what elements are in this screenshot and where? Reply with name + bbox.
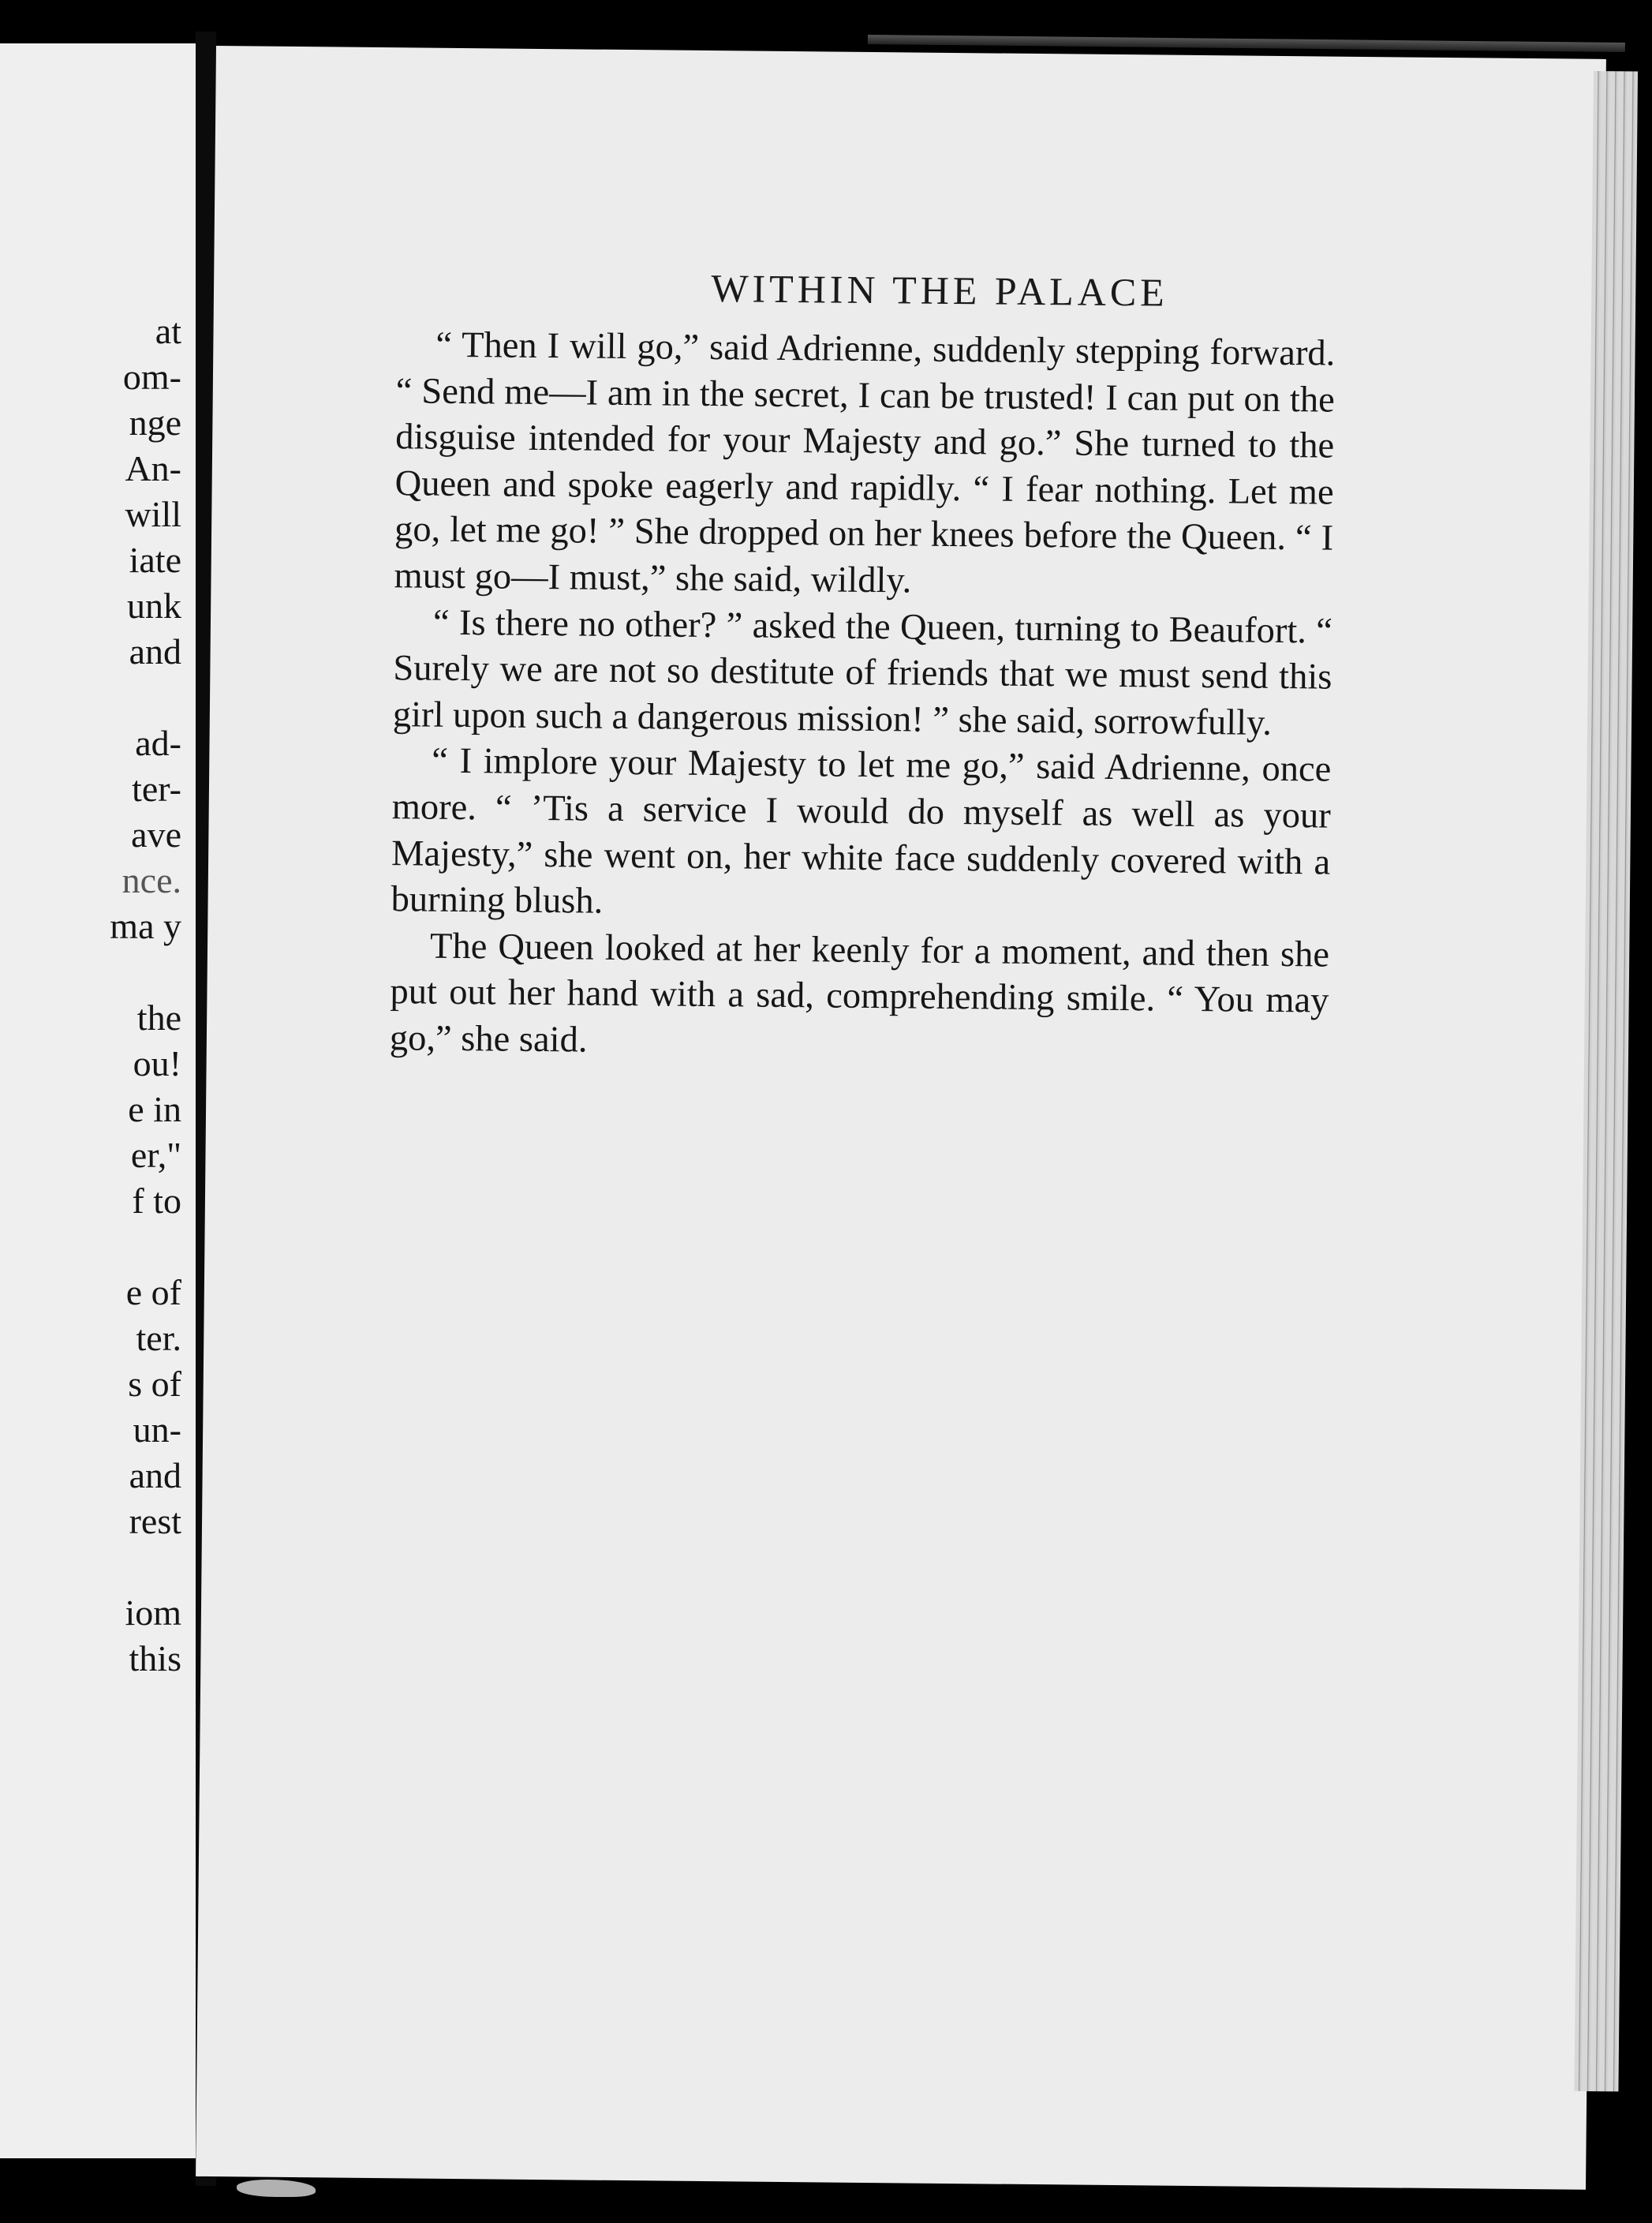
paragraph: The Queen looked at her keenly for a moment, and then she put out her hand with a sad, comprehending smile. “ You may go,” she said. — [389, 926, 1330, 1061]
left-line-fragment: e in — [128, 1089, 181, 1129]
left-line-fragment: ma y — [110, 906, 181, 946]
left-line-fragment: un- — [133, 1409, 181, 1450]
facing-page-left — [0, 43, 196, 2158]
left-line-fragment: ou! — [133, 1043, 181, 1083]
left-line-fragment: ter- — [132, 769, 181, 809]
left-line-fragment: er," — [130, 1135, 181, 1175]
left-line-fragment: the — [136, 997, 181, 1038]
scan-smudge — [237, 2180, 316, 2197]
left-line-fragment: and — [129, 1455, 181, 1495]
page-right — [196, 46, 1606, 2190]
running-head: WITHIN THE PALACE — [711, 266, 1169, 315]
book-top-edge — [868, 35, 1625, 52]
left-line-fragment: this — [129, 1638, 181, 1678]
paragraph: “ Is there no other? ” asked the Queen, turning to Beaufort. “ Surely we are not so destitute of friends that we must send this girl upon such a dangerous mission! ” she said, sorrowfully. — [392, 602, 1333, 743]
left-line-fragment: unk — [127, 586, 181, 626]
left-line-fragment: and — [129, 631, 181, 672]
paragraph: “ I implore your Majesty to let me go,” said Adrienne, once more. “ ’Tis a service I would do myself as well as your Majesty,” she went on, her white face suddenly covered with a burning blush. — [391, 741, 1332, 922]
left-line-fragment: ave — [131, 814, 181, 855]
left-line-fragment: nce. — [121, 860, 181, 900]
left-line-fragment: rest — [129, 1501, 181, 1541]
left-line-fragment: An- — [125, 448, 181, 488]
left-line-fragment: e of — [125, 1272, 181, 1312]
left-line-fragment: nge — [129, 402, 181, 443]
page-body — [390, 322, 1336, 1071]
left-line-fragment: iate — [129, 540, 181, 580]
left-line-fragment: s of — [128, 1364, 181, 1404]
left-line-fragment: f to — [132, 1181, 181, 1221]
left-line-fragment: at — [155, 311, 181, 351]
left-line-fragment: ter. — [136, 1318, 181, 1358]
left-line-fragment: ad- — [135, 723, 181, 763]
paragraph: “ Then I will go,” said Adrienne, suddenly stepping forward. “ Send me—I am in the secret, I can be trusted! I can put on the disguise intended for your Majesty and go.” She turned to the Queen and spoke eagerly and rapidly. “ I fear nothing. Let me go, let me go! ” She dropped on her knees before the Queen. “ I must go—I must,” she said, wildly. — [394, 324, 1336, 601]
left-line-fragment: iom — [125, 1592, 181, 1633]
left-line-fragment: will — [125, 494, 181, 534]
left-line-fragment: om- — [122, 357, 181, 397]
